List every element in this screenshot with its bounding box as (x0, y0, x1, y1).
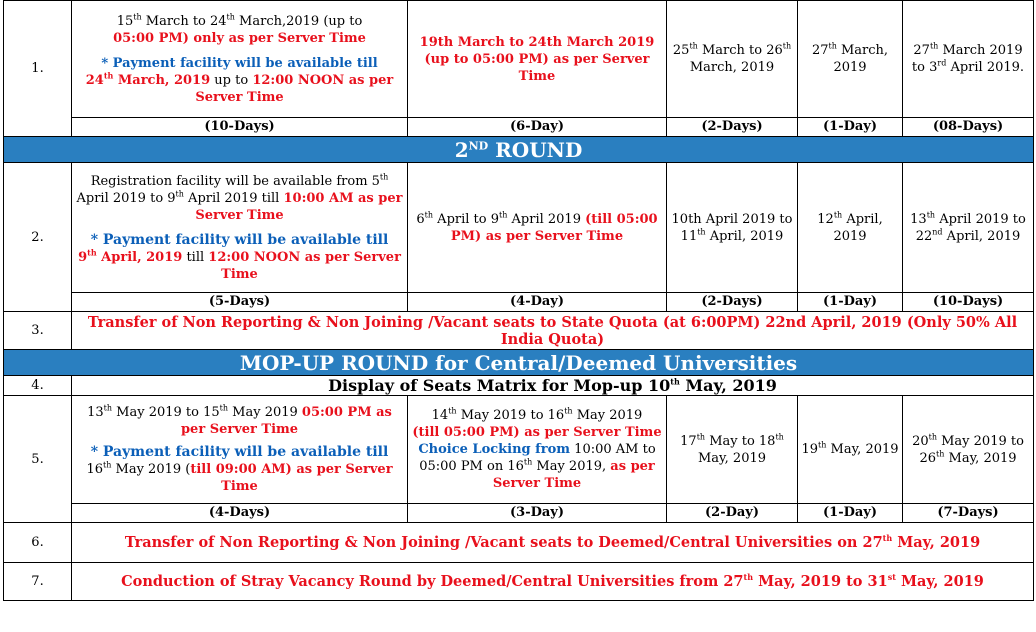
duration-cell: (10-Days) (903, 293, 1034, 312)
result-cell: 12th April, 2019 (798, 163, 903, 293)
serial-number: 5. (4, 396, 72, 523)
result-cell: 27th March, 2019 (798, 1, 903, 118)
round-heading: 2ND ROUND (4, 137, 1034, 163)
serial-number: 1. (4, 1, 72, 137)
choice-filling-cell: 19th March to 24th March 2019 (up to 05:00 PM) as per Server Time (408, 1, 667, 118)
result-cell: 19th May, 2019 (798, 396, 903, 504)
table-row (4, 1, 1034, 118)
table-row (4, 163, 1034, 293)
duration-row (4, 118, 1034, 137)
duration-cell: (10-Days) (72, 118, 408, 137)
duration-cell: (5-Days) (72, 293, 408, 312)
schedule-table (3, 0, 1034, 601)
reporting-cell: 20th May 2019 to 26th May, 2019 (903, 396, 1034, 504)
serial-number: 7. (4, 563, 72, 601)
duration-cell: (2-Day) (667, 504, 798, 523)
duration-cell: (2-Days) (667, 293, 798, 312)
duration-cell: (4-Days) (72, 504, 408, 523)
table-row (4, 396, 1034, 504)
processing-cell: 17th May to 18th May, 2019 (667, 396, 798, 504)
duration-cell: (7-Days) (903, 504, 1034, 523)
duration-row (4, 293, 1034, 312)
round-heading: MOP-UP ROUND for Central/Deemed Universities (4, 350, 1034, 376)
registration-cell: 13th May 2019 to 15th May 2019 05:00 PM as per Server Time * Payment facility will be available till 16th May 2019 (till 09:00 AM) as per Server Time (72, 396, 408, 504)
reporting-cell: 27th March 2019 to 3rd April 2019. (903, 1, 1034, 118)
duration-cell: (1-Day) (798, 293, 903, 312)
table-row (4, 312, 1034, 350)
serial-number: 3. (4, 312, 72, 350)
transfer-note: Transfer of Non Reporting & Non Joining /Vacant seats to State Quota (at 6:00PM) 22nd April, 2019 (Only 50% All India Quota) (72, 312, 1034, 350)
registration-cell: 15th March to 24th March,2019 (up to 05:00 PM) only as per Server Time * Payment facility will be available till 24th March, 2019 up to 12:00 NOON as per Server Time (72, 1, 408, 118)
choice-filling-cell: 6th April to 9th April 2019 (till 05:00 PM) as per Server Time (408, 163, 667, 293)
duration-cell: (1-Day) (798, 118, 903, 137)
table-row (4, 563, 1034, 601)
serial-number: 4. (4, 376, 72, 396)
duration-row (4, 504, 1034, 523)
serial-number: 6. (4, 523, 72, 563)
section-band (4, 137, 1034, 163)
duration-cell: (4-Day) (408, 293, 667, 312)
deemed-transfer-note: Transfer of Non Reporting & Non Joining /Vacant seats to Deemed/Central Universities on 27th May, 2019 (72, 523, 1034, 563)
processing-cell: 10th April 2019 to 11th April, 2019 (667, 163, 798, 293)
stray-vacancy-note: Conduction of Stray Vacancy Round by Deemed/Central Universities from 27th May, 2019 to 31st May, 2019 (72, 563, 1034, 601)
section-band (4, 350, 1034, 376)
choice-filling-cell: 14th May 2019 to 16th May 2019 (till 05:00 PM) as per Server Time Choice Locking from 10:00 AM to 05:00 PM on 16th May 2019, as per Server Time (408, 396, 667, 504)
duration-cell: (1-Day) (798, 504, 903, 523)
registration-cell: Registration facility will be available from 5th April 2019 to 9th April 2019 till 10:00 AM as per Server Time * Payment facility will be available till 9th April, 2019 till 12:00 NOON as per Server Time (72, 163, 408, 293)
table-row (4, 523, 1034, 563)
duration-cell: (3-Day) (408, 504, 667, 523)
serial-number: 2. (4, 163, 72, 312)
reporting-cell: 13th April 2019 to 22nd April, 2019 (903, 163, 1034, 293)
duration-cell: (2-Days) (667, 118, 798, 137)
table-row (4, 376, 1034, 396)
duration-cell: (6-Day) (408, 118, 667, 137)
seat-matrix-note: Display of Seats Matrix for Mop-up 10th May, 2019 (72, 376, 1034, 396)
processing-cell: 25th March to 26th March, 2019 (667, 1, 798, 118)
duration-cell: (08-Days) (903, 118, 1034, 137)
